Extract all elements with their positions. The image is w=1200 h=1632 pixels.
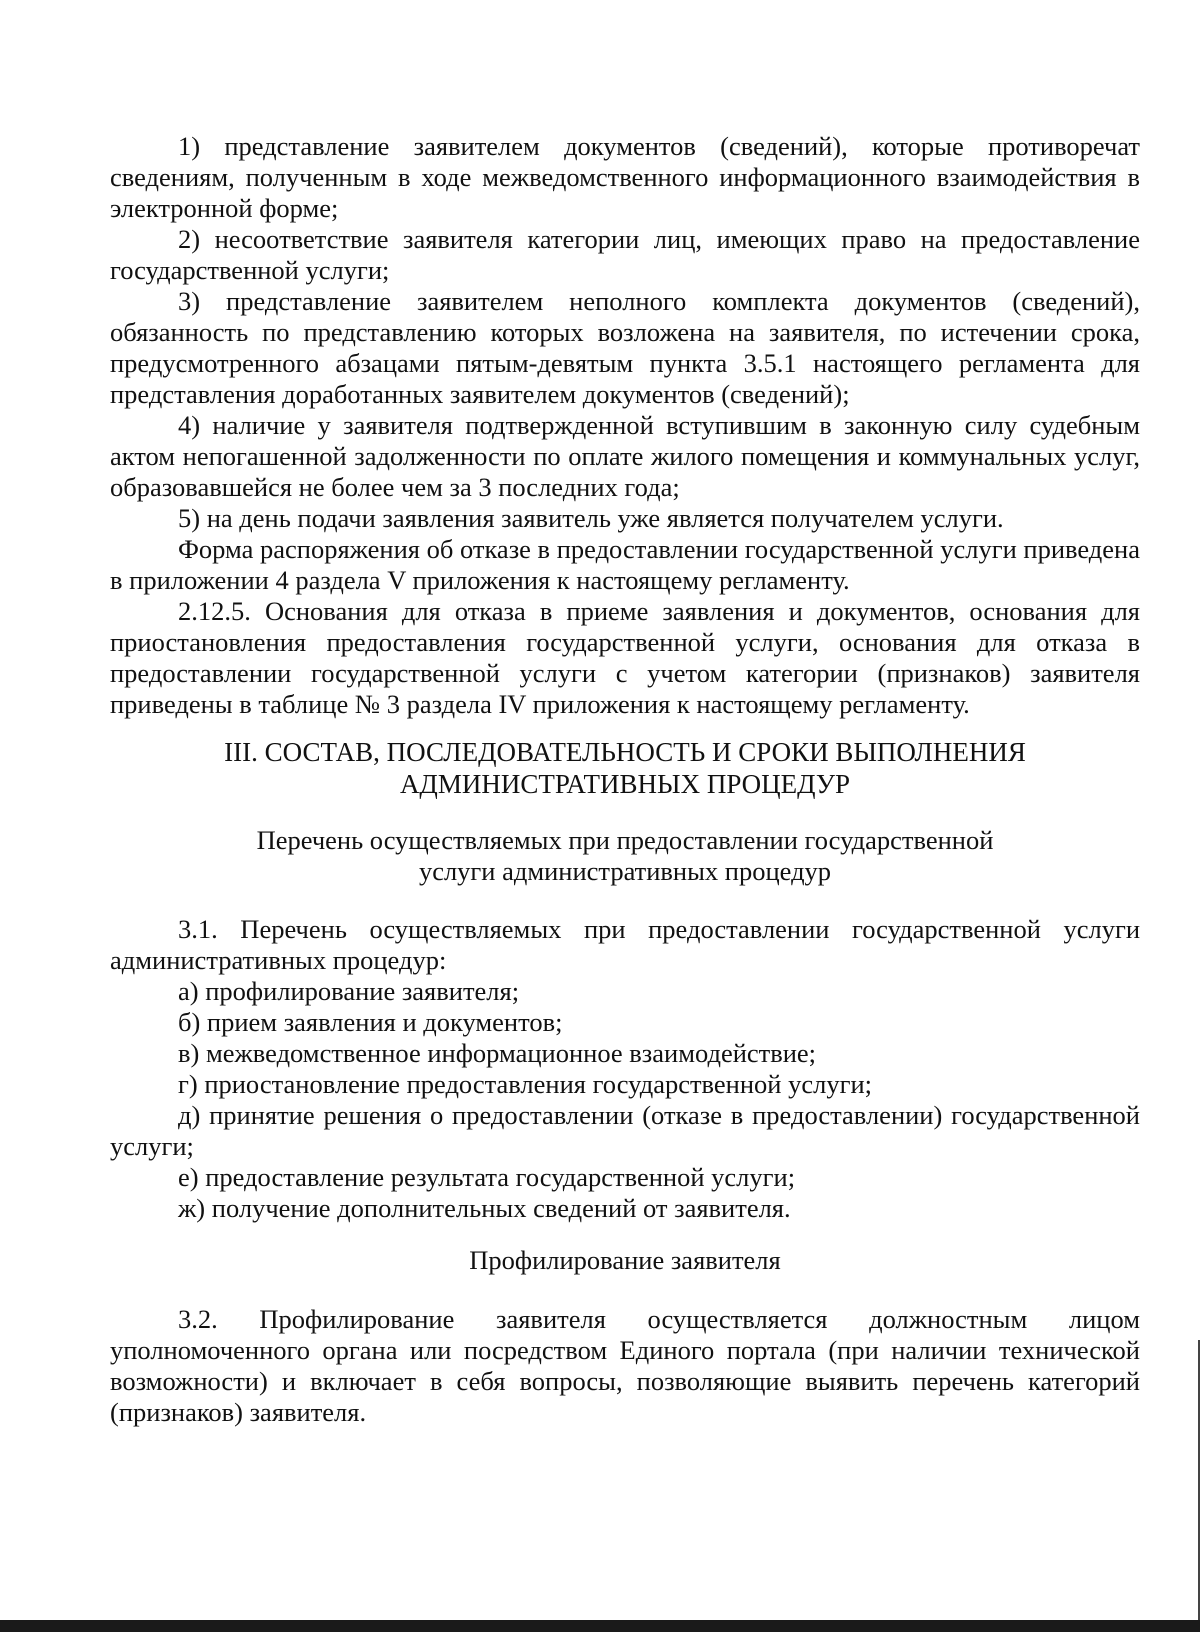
list-item-d: д) принятие решения о предоставлении (отказе в предоставлении) государственной услуги;: [110, 1100, 1140, 1161]
list-item-v: в) межведомственное информационное взаимодействие;: [178, 1038, 817, 1068]
list-item-a: а) профилирование заявителя;: [178, 976, 520, 1006]
section-3-title-line-1: III. СОСТАВ, ПОСЛЕДОВАТЕЛЬНОСТЬ И СРОКИ ВЫПОЛНЕНИЯ: [224, 737, 1026, 767]
paragraph-3-2: 3.2. Профилирование заявителя осуществляется должностным лицом уполномоченного органа или посредством Единого портала (при наличии технической возможности) и включает в себя вопросы, позволяющие выявить перечень категорий (признаков) заявителя.: [110, 1304, 1140, 1427]
paragraph-ground-5: 5) на день подачи заявления заявитель уже является получателем услуги.: [178, 503, 1004, 533]
procedures-heading-line-1: Перечень осуществляемых при предоставлении государственной: [256, 825, 994, 855]
procedures-heading-line-2: услуги административных процедур: [418, 856, 832, 886]
paragraph-ground-1: 1) представление заявителем документов (сведений), которые противоречат сведениям, полученным в ходе межведомственного информационного взаимодействия в электронной форме;: [110, 131, 1140, 223]
procedures-list-block: [110, 914, 1140, 1224]
paragraph-ground-2: 2) несоответствие заявителя категории лиц, имеющих право на предоставление государственной услуги;: [110, 224, 1140, 285]
section-3-heading: [110, 736, 1140, 800]
scan-bottom-edge: [0, 1620, 1200, 1632]
list-item-g: г) приостановление предоставления государственной услуги;: [178, 1069, 872, 1099]
paragraph-ground-3: 3) представление заявителем неполного комплекта документов (сведений), обязанность по представлению которых возложена на заявителя, по истечении срока, предусмотренного абзацами пятым-девятым пункта 3.5.1 настоящего регламента для представления доработанных заявителем документов (сведений);: [110, 286, 1140, 409]
profiling-heading-line: Профилирование заявителя: [469, 1245, 781, 1275]
list-item-b: б) прием заявления и документов;: [178, 1007, 563, 1037]
profiling-heading: [110, 1245, 1140, 1276]
section-3-title-line-2: АДМИНИСТРАТИВНЫХ ПРОЦЕДУР: [399, 769, 851, 799]
refusal-grounds-block: [110, 131, 1140, 720]
paragraph-2-12-5: 2.12.5. Основания для отказа в приеме заявления и документов, основания для приостановления предоставления государственной услуги, основания для отказа в предоставлении государственной услуги с учетом категории (признаков) заявителя приведены в таблице № 3 раздела IV приложения к настоящему регламенту.: [110, 596, 1140, 719]
list-item-e: е) предоставление результата государственной услуги;: [178, 1162, 796, 1192]
profiling-block: [110, 1304, 1140, 1428]
procedures-list-heading: [110, 825, 1140, 887]
paragraph-ground-4: 4) наличие у заявителя подтвержденной вступившим в законную силу судебным актом непогашенной задолженности по оплате жилого помещения и коммунальных услуг, образовавшейся не более чем за 3 последних года;: [110, 410, 1140, 502]
list-item-zh: ж) получение дополнительных сведений от заявителя.: [178, 1193, 791, 1223]
paragraph-refusal-form: Форма распоряжения об отказе в предоставлении государственной услуги приведена в приложении 4 раздела V приложения к настоящему регламенту.: [110, 534, 1140, 595]
paragraph-3-1: 3.1. Перечень осуществляемых при предоставлении государственной услуги административных процедур:: [110, 914, 1140, 975]
